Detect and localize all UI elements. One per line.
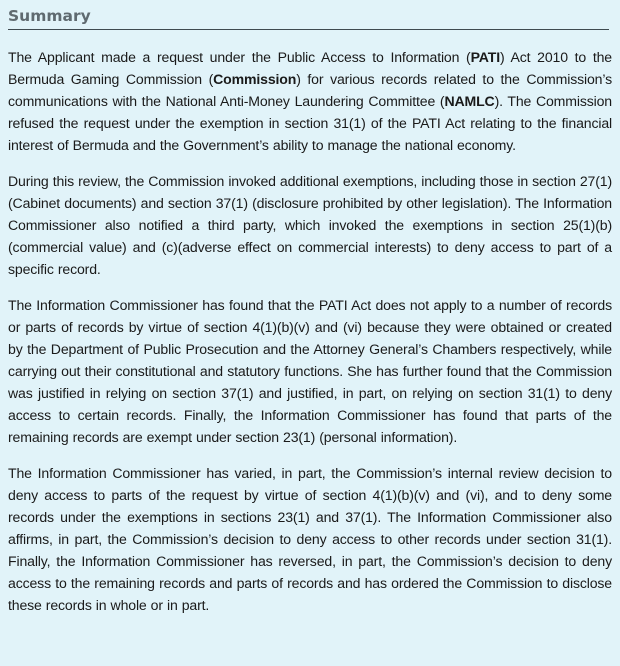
paragraph-findings bbox=[8, 294, 612, 448]
paragraph-review bbox=[8, 170, 612, 280]
text-segment: ). The Commission refused the request under the exemption in section 31(1) of the PATI Act relating to the financial interest of Bermuda and the Government’s ability to manage the national economy. bbox=[8, 93, 612, 153]
text-segment: During this review, the Commission invoked additional exemptions, including those in section 27(1) (Cabinet documents) and section 37(1) (disclosure prohibited by other legislation). The Information Commissioner also notified a third party, which invoked the exemptions in section 25(1)(b)(commercial value) and (c)(adverse effect on commercial interests) to deny access to part of a specific record. bbox=[8, 173, 612, 277]
text-segment: The Information Commissioner has varied, in part, the Commission’s internal review decision to deny access to parts of the request by virtue of section 4(1)(b)(v) and (vi), and to deny some records under the exemptions in sections 23(1) and 37(1). The Information Commissioner also affirms, in part, the Commission’s decision to deny access to other records under section 31(1). Finally, the Information Commissioner has reversed, in part, the Commission’s decision to deny access to the remaining records and parts of records and has ordered the Commission to disclose these records in whole or in part. bbox=[8, 465, 612, 613]
paragraph-request bbox=[8, 46, 612, 156]
text-segment: ) Act 2010 to the Bermuda Gaming Commission ( bbox=[8, 49, 612, 87]
bold-term-namlc: NAMLC bbox=[444, 93, 495, 109]
paragraph-decision bbox=[8, 462, 612, 616]
text-segment: The Information Commissioner has found that the PATI Act does not apply to a number of records or parts of records by virtue of section 4(1)(b)(v) and (vi) because they were obtained or created by the Department of Public Prosecution and the Attorney General’s Chambers respectively, while carrying out their constitutional and statutory functions. She has further found that the Commission was justified in relying on section 37(1) and justified, in part, on relying on section 31(1) to deny access to certain records. Finally, the Information Commissioner has found that parts of the remaining records are exempt under section 23(1) (personal information). bbox=[8, 297, 612, 445]
bold-term-pati: PATI bbox=[470, 49, 501, 65]
bold-term-commission: Commission bbox=[213, 71, 297, 87]
section-heading: Summary bbox=[8, 0, 609, 30]
text-segment: ) for various records related to the Commission’s communications with the National Anti-Money Laundering Committee ( bbox=[8, 71, 612, 109]
text-segment: The Applicant made a request under the Public Access to Information ( bbox=[8, 49, 471, 65]
